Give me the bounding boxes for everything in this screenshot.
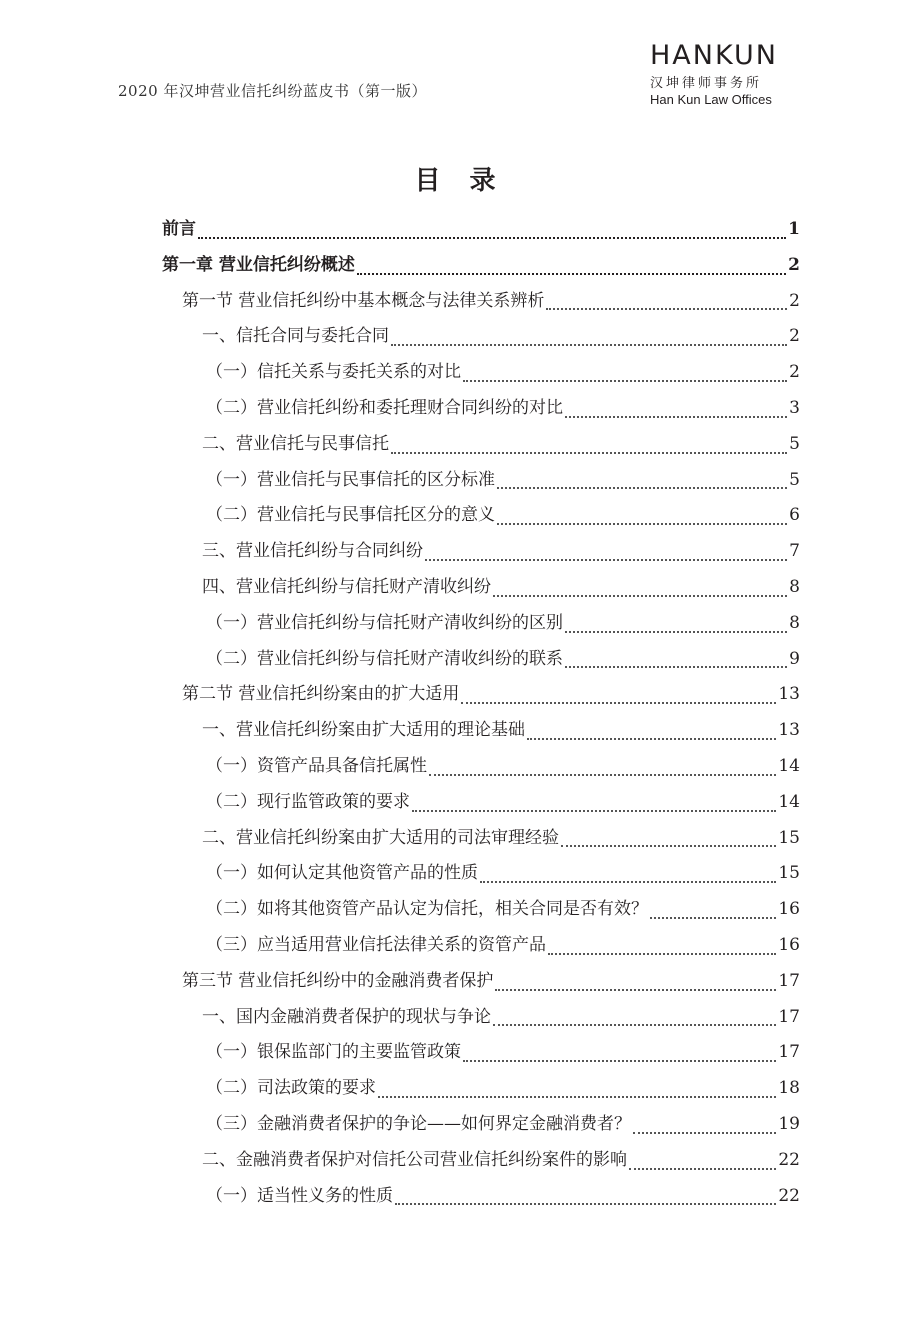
toc-entry-label: （二）营业信托纠纷与信托财产清收纠纷的联系 — [206, 648, 563, 669]
document-header-title: 2020 年汉坤营业信托纠纷蓝皮书（第一版） — [118, 82, 427, 100]
toc-entry-label: （二）如将其他资管产品认定为信托，相关合同是否有效？ — [206, 899, 648, 920]
toc-leader-dots — [650, 917, 776, 919]
toc-entry[interactable] — [162, 821, 800, 857]
toc-entry[interactable] — [162, 677, 800, 713]
toc-leader-dots — [565, 666, 787, 668]
toc-entry-page: 22 — [778, 1185, 800, 1206]
toc-entry-page: 9 — [789, 648, 800, 669]
toc-leader-dots — [548, 953, 776, 955]
toc-leader-dots — [497, 523, 787, 525]
toc-entry-label: （一）银保监部门的主要监管政策 — [206, 1042, 461, 1063]
toc-entry-label: 一、信托合同与委托合同 — [202, 326, 389, 347]
toc-entry[interactable] — [162, 856, 800, 892]
toc-entry-label: （一）资管产品具备信托属性 — [206, 755, 427, 776]
toc-entry-page: 18 — [778, 1078, 800, 1099]
toc-entry[interactable] — [162, 1143, 800, 1179]
toc-entry-page: 5 — [789, 433, 800, 454]
toc-entry[interactable] — [162, 355, 800, 391]
toc-leader-dots — [425, 559, 787, 561]
toc-entry-label: （一）营业信托与民事信托的区分标准 — [206, 469, 495, 490]
toc-leader-dots — [493, 1024, 776, 1026]
toc-entry-page: 5 — [789, 469, 800, 490]
toc-entry-page: 2 — [789, 290, 800, 311]
toc-leader-dots — [633, 1132, 776, 1134]
toc-entry-page: 13 — [778, 684, 800, 705]
toc-leader-dots — [463, 1060, 776, 1062]
toc-entry-label: （一）适当性义务的性质 — [206, 1185, 393, 1206]
toc-leader-dots — [561, 845, 776, 847]
toc-entry-page: 17 — [778, 1006, 800, 1027]
toc-entry-label: 二、金融消费者保护对信托公司营业信托纠纷案件的影响 — [202, 1149, 627, 1170]
toc-entry-label: （二）营业信托与民事信托区分的意义 — [206, 505, 495, 526]
toc-entry-label: 第一章 营业信托纠纷概述 — [162, 254, 355, 275]
toc-entry-label: （一）信托关系与委托关系的对比 — [206, 362, 461, 383]
toc-leader-dots — [565, 416, 787, 418]
toc-entry[interactable] — [162, 964, 800, 1000]
toc-entry-label: 二、营业信托纠纷案由扩大适用的司法审理经验 — [202, 827, 559, 848]
toc-entry[interactable] — [162, 1035, 800, 1071]
toc-entry[interactable] — [162, 427, 800, 463]
toc-entry[interactable] — [162, 785, 800, 821]
toc-entry[interactable] — [162, 391, 800, 427]
toc-entry-page: 16 — [778, 934, 800, 955]
toc-entry-label: 第二节 营业信托纠纷案由的扩大适用 — [182, 684, 460, 705]
toc-entry[interactable] — [162, 1000, 800, 1036]
hankun-logo — [650, 42, 800, 107]
toc-entry[interactable] — [162, 248, 800, 284]
toc-leader-dots — [429, 774, 776, 776]
toc-entry[interactable] — [162, 642, 800, 678]
toc-leader-dots — [391, 452, 787, 454]
toc-leader-dots — [565, 631, 787, 633]
toc-entry-label: 四、营业信托纠纷与信托财产清收纠纷 — [202, 576, 491, 597]
toc-entry[interactable] — [162, 928, 800, 964]
logo-wordmark: HANKUN — [650, 40, 778, 71]
toc-entry-label: 一、营业信托纠纷案由扩大适用的理论基础 — [202, 720, 525, 741]
toc-leader-dots — [493, 595, 787, 597]
toc-entry[interactable] — [162, 570, 800, 606]
toc-leader-dots — [412, 810, 776, 812]
toc-entry[interactable] — [162, 1179, 800, 1215]
toc-title: 目 录 — [414, 166, 506, 196]
toc-entry-page: 2 — [789, 326, 800, 347]
toc-entry-label: 三、营业信托纠纷与合同纠纷 — [202, 541, 423, 562]
toc-entry[interactable] — [162, 212, 800, 248]
toc-entry-page: 19 — [778, 1113, 800, 1134]
toc-entry-page: 8 — [789, 576, 800, 597]
toc-entry-page: 15 — [778, 863, 800, 884]
logo-english-name: Han Kun Law Offices — [650, 92, 772, 107]
toc-entry-label: 一、国内金融消费者保护的现状与争论 — [202, 1006, 491, 1027]
toc-entry-label: （一）营业信托纠纷与信托财产清收纠纷的区别 — [206, 612, 563, 633]
toc-entry-label: 前言 — [162, 219, 196, 239]
toc-entry-label: 第三节 营业信托纠纷中的金融消费者保护 — [182, 970, 494, 991]
toc-entry-page: 22 — [778, 1149, 800, 1170]
toc-entry[interactable] — [162, 1107, 800, 1143]
toc-leader-dots — [461, 702, 776, 704]
toc-entry-page: 6 — [789, 505, 800, 526]
toc-leader-dots — [198, 237, 786, 239]
toc-leader-dots — [395, 1203, 776, 1205]
toc-entry-label: （二）现行监管政策的要求 — [206, 791, 410, 812]
toc-leader-dots — [391, 344, 787, 346]
toc-entry[interactable] — [162, 498, 800, 534]
toc-leader-dots — [546, 308, 787, 310]
toc-leader-dots — [629, 1168, 776, 1170]
toc-entry-label: （一）如何认定其他资管产品的性质 — [206, 863, 478, 884]
toc-leader-dots — [497, 487, 787, 489]
toc-leader-dots — [527, 738, 776, 740]
toc-entry-page: 14 — [778, 791, 800, 812]
toc-entry-page: 17 — [778, 970, 800, 991]
toc-leader-dots — [378, 1096, 776, 1098]
toc-leader-dots — [495, 989, 776, 991]
toc-entry[interactable] — [162, 284, 800, 320]
toc-entry[interactable] — [162, 319, 800, 355]
toc-leader-dots — [357, 273, 786, 275]
table-of-contents — [162, 212, 800, 1214]
toc-entry[interactable] — [162, 892, 800, 928]
toc-entry-label: （三）应当适用营业信托法律关系的资管产品 — [206, 934, 546, 955]
toc-entry-page: 15 — [778, 827, 800, 848]
toc-leader-dots — [463, 380, 787, 382]
toc-entry-page: 14 — [778, 755, 800, 776]
toc-entry[interactable] — [162, 749, 800, 785]
toc-entry-page: 1 — [788, 219, 800, 239]
toc-entry-page: 16 — [778, 899, 800, 920]
toc-entry-label: （二）营业信托纠纷和委托理财合同纠纷的对比 — [206, 397, 563, 418]
toc-entry[interactable] — [162, 1071, 800, 1107]
toc-entry-label: 第一节 营业信托纠纷中基本概念与法律关系辨析 — [182, 290, 545, 311]
logo-chinese-name: 汉坤律师事务所 — [650, 76, 763, 91]
toc-entry[interactable] — [162, 713, 800, 749]
toc-entry-page: 17 — [778, 1042, 800, 1063]
toc-entry[interactable] — [162, 534, 800, 570]
toc-entry-label: （三）金融消费者保护的争论——如何界定金融消费者？ — [206, 1113, 631, 1134]
toc-entry-label: （二）司法政策的要求 — [206, 1078, 376, 1099]
toc-entry-page: 2 — [788, 254, 800, 275]
toc-leader-dots — [480, 881, 776, 883]
toc-entry[interactable] — [162, 606, 800, 642]
toc-entry-page: 13 — [778, 720, 800, 741]
toc-entry-page: 7 — [789, 541, 800, 562]
toc-entry-page: 8 — [789, 612, 800, 633]
toc-entry-page: 3 — [789, 397, 800, 418]
toc-entry[interactable] — [162, 463, 800, 499]
toc-entry-label: 二、营业信托与民事信托 — [202, 433, 389, 454]
toc-entry-page: 2 — [789, 362, 800, 383]
